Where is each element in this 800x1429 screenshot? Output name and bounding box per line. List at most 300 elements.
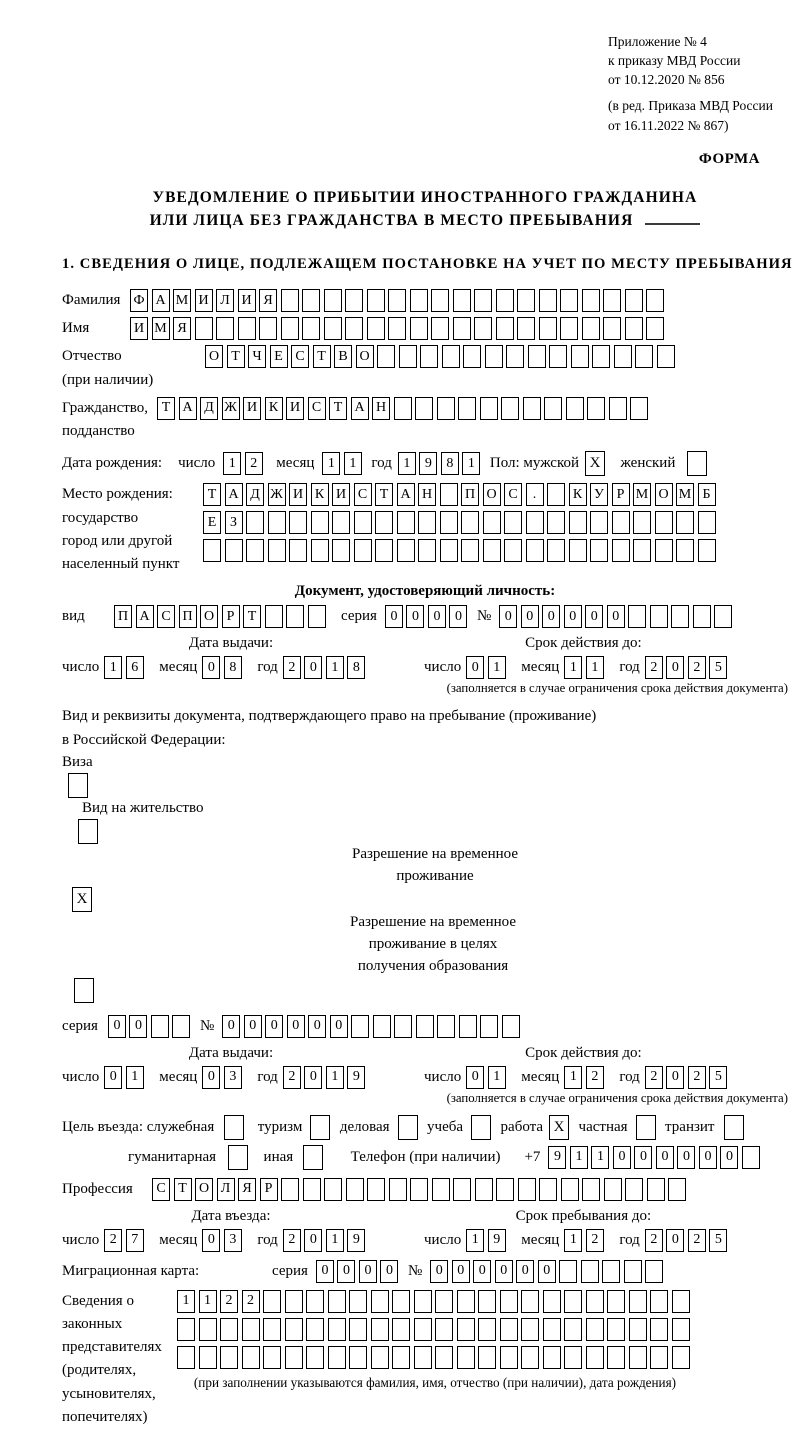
birthplace-char-box[interactable] [289,511,307,534]
representatives-char-box[interactable] [328,1318,346,1341]
given-name-char-box[interactable] [603,317,621,340]
checkbox-chastnaya[interactable] [636,1115,656,1140]
doc-series-box[interactable]: 0 [428,605,446,628]
stay-number-box[interactable] [416,1015,434,1038]
patronymic-char-box[interactable]: О [356,345,374,368]
representatives-char-box[interactable] [457,1346,475,1369]
citizenship-char-box[interactable]: И [286,397,304,420]
birthplace-char-box[interactable] [375,511,393,534]
birthplace-char-box[interactable] [633,539,651,562]
representatives-char-box[interactable] [478,1346,496,1369]
representatives-char-box[interactable] [564,1290,582,1313]
birth-month-box[interactable]: 1 [322,452,340,475]
stay-number-box[interactable]: 0 [222,1015,240,1038]
birthplace-char-box[interactable] [698,539,716,562]
stay-number-box[interactable]: 0 [330,1015,348,1038]
birthplace-char-box[interactable] [526,539,544,562]
phone-digit-box[interactable]: 0 [656,1146,674,1169]
doc-type-char-box[interactable]: О [200,605,218,628]
birthplace-char-box[interactable] [397,511,415,534]
doc-issue-year-box[interactable]: 0 [304,656,322,679]
citizenship-char-box[interactable]: Т [157,397,175,420]
citizenship-char-box[interactable]: А [351,397,369,420]
stay-issue-year-box[interactable]: 2 [283,1066,301,1089]
doc-number-box[interactable] [650,605,668,628]
birthplace-char-box[interactable]: О [655,483,673,506]
entry-year-box[interactable]: 2 [283,1229,301,1252]
birthplace-char-box[interactable] [332,511,350,534]
doc-valid-year-box[interactable]: 5 [709,656,727,679]
checkbox-turizm[interactable] [310,1115,330,1140]
representatives-char-box[interactable] [285,1318,303,1341]
citizenship-char-box[interactable] [544,397,562,420]
profession-char-box[interactable]: О [195,1178,213,1201]
stay-issue-year-box[interactable]: 1 [326,1066,344,1089]
given-name-char-box[interactable] [431,317,449,340]
surname-char-box[interactable]: И [195,289,213,312]
surname-char-box[interactable]: И [238,289,256,312]
birthplace-char-box[interactable] [547,539,565,562]
representatives-char-box[interactable] [586,1290,604,1313]
representatives-char-box[interactable]: 1 [177,1290,195,1313]
doc-issue-day-box[interactable]: 1 [104,656,122,679]
representatives-char-box[interactable] [629,1290,647,1313]
checkbox-rvp-edu[interactable] [74,978,94,1003]
birthplace-char-box[interactable] [483,539,501,562]
phone-digit-box[interactable]: 0 [613,1146,631,1169]
patronymic-char-box[interactable]: В [334,345,352,368]
citizenship-char-box[interactable] [630,397,648,420]
phone-digit-box[interactable]: 0 [634,1146,652,1169]
representatives-char-box[interactable] [607,1318,625,1341]
citizenship-char-box[interactable]: Ж [222,397,240,420]
birthplace-char-box[interactable]: С [504,483,522,506]
surname-char-box[interactable]: Я [259,289,277,312]
representatives-char-box[interactable] [177,1346,195,1369]
citizenship-char-box[interactable] [394,397,412,420]
birthplace-char-box[interactable]: М [633,483,651,506]
doc-number-box[interactable] [671,605,689,628]
given-name-char-box[interactable] [496,317,514,340]
stay-series-box[interactable]: 0 [108,1015,126,1038]
doc-number-box[interactable]: 0 [585,605,603,628]
citizenship-char-box[interactable] [566,397,584,420]
surname-char-box[interactable] [560,289,578,312]
checkbox-ucheba[interactable] [471,1115,491,1140]
profession-char-box[interactable] [518,1178,536,1201]
entry-year-box[interactable]: 0 [304,1229,322,1252]
birthplace-char-box[interactable] [504,539,522,562]
surname-char-box[interactable]: Ф [130,289,148,312]
given-name-char-box[interactable] [646,317,664,340]
entry-year-box[interactable]: 1 [326,1229,344,1252]
citizenship-char-box[interactable] [523,397,541,420]
migcard-number-box[interactable]: 0 [538,1260,556,1283]
stay-issue-year-box[interactable]: 0 [304,1066,322,1089]
doc-number-box[interactable] [628,605,646,628]
representatives-char-box[interactable] [371,1318,389,1341]
representatives-char-box[interactable] [543,1346,561,1369]
given-name-char-box[interactable] [517,317,535,340]
birthplace-char-box[interactable]: О [483,483,501,506]
stay-number-box[interactable]: 0 [244,1015,262,1038]
phone-digit-box[interactable]: 0 [677,1146,695,1169]
profession-char-box[interactable]: Р [260,1178,278,1201]
migcard-series-box[interactable]: 0 [380,1260,398,1283]
birth-year-box[interactable]: 1 [398,452,416,475]
birthplace-char-box[interactable]: С [354,483,372,506]
representatives-char-box[interactable] [672,1290,690,1313]
representatives-char-box[interactable] [629,1318,647,1341]
stay-valid-year-box[interactable]: 0 [666,1066,684,1089]
stay-number-box[interactable] [459,1015,477,1038]
given-name-char-box[interactable] [453,317,471,340]
representatives-char-box[interactable] [177,1318,195,1341]
patronymic-char-box[interactable] [442,345,460,368]
patronymic-char-box[interactable]: С [291,345,309,368]
profession-char-box[interactable] [475,1178,493,1201]
checkbox-rvp[interactable]: X [72,887,92,912]
stay-until-year-box[interactable]: 2 [645,1229,663,1252]
doc-series-box[interactable]: 0 [449,605,467,628]
citizenship-char-box[interactable] [458,397,476,420]
stay-issue-day-box[interactable]: 1 [126,1066,144,1089]
profession-char-box[interactable] [410,1178,428,1201]
birthplace-char-box[interactable]: К [311,483,329,506]
profession-char-box[interactable]: Я [238,1178,256,1201]
patronymic-char-box[interactable]: Е [270,345,288,368]
given-name-char-box[interactable] [302,317,320,340]
surname-char-box[interactable] [625,289,643,312]
doc-type-char-box[interactable] [265,605,283,628]
doc-issue-year-box[interactable]: 8 [347,656,365,679]
surname-char-box[interactable] [324,289,342,312]
checkbox-male[interactable]: X [585,451,605,476]
birthplace-char-box[interactable]: А [225,483,243,506]
citizenship-char-box[interactable] [480,397,498,420]
stay-until-month-box[interactable]: 2 [586,1229,604,1252]
doc-number-box[interactable]: 0 [521,605,539,628]
stay-number-box[interactable]: 0 [308,1015,326,1038]
stay-valid-year-box[interactable]: 2 [688,1066,706,1089]
birthplace-char-box[interactable] [569,511,587,534]
profession-char-box[interactable] [346,1178,364,1201]
representatives-char-box[interactable] [414,1290,432,1313]
representatives-char-box[interactable] [371,1290,389,1313]
citizenship-char-box[interactable]: А [179,397,197,420]
representatives-char-box[interactable] [629,1346,647,1369]
doc-type-char-box[interactable]: А [136,605,154,628]
checkbox-inaya[interactable] [303,1145,323,1170]
stay-issue-month-box[interactable]: 3 [224,1066,242,1089]
profession-char-box[interactable] [668,1178,686,1201]
doc-number-box[interactable]: 0 [499,605,517,628]
surname-char-box[interactable]: А [152,289,170,312]
citizenship-char-box[interactable] [609,397,627,420]
birth-month-box[interactable]: 1 [344,452,362,475]
profession-char-box[interactable] [453,1178,471,1201]
representatives-char-box[interactable] [586,1318,604,1341]
birthplace-char-box[interactable] [526,511,544,534]
given-name-char-box[interactable] [582,317,600,340]
doc-type-char-box[interactable]: П [114,605,132,628]
birth-year-box[interactable]: 1 [462,452,480,475]
birthplace-char-box[interactable] [203,539,221,562]
representatives-char-box[interactable] [263,1290,281,1313]
migcard-series-box[interactable]: 0 [316,1260,334,1283]
surname-char-box[interactable] [539,289,557,312]
profession-char-box[interactable] [561,1178,579,1201]
birthplace-char-box[interactable]: З [225,511,243,534]
representatives-char-box[interactable] [199,1346,217,1369]
stay-number-box[interactable] [373,1015,391,1038]
representatives-char-box[interactable] [543,1318,561,1341]
doc-number-box[interactable]: 0 [564,605,582,628]
given-name-char-box[interactable]: М [152,317,170,340]
birthplace-char-box[interactable]: Н [418,483,436,506]
birthplace-char-box[interactable] [612,511,630,534]
phone-digit-box[interactable]: 0 [720,1146,738,1169]
representatives-char-box[interactable] [650,1290,668,1313]
representatives-char-box[interactable] [672,1346,690,1369]
birthplace-char-box[interactable]: Б [698,483,716,506]
profession-char-box[interactable]: Т [174,1178,192,1201]
surname-char-box[interactable] [367,289,385,312]
migcard-number-box[interactable] [645,1260,663,1283]
checkbox-gumanitarnaya[interactable] [228,1145,248,1170]
citizenship-char-box[interactable] [415,397,433,420]
birthplace-char-box[interactable] [483,511,501,534]
birthplace-char-box[interactable] [633,511,651,534]
phone-digit-box[interactable]: 1 [591,1146,609,1169]
representatives-char-box[interactable] [564,1346,582,1369]
doc-valid-year-box[interactable]: 2 [688,656,706,679]
given-name-char-box[interactable] [345,317,363,340]
representatives-char-box[interactable] [285,1346,303,1369]
patronymic-char-box[interactable] [399,345,417,368]
stay-number-box[interactable]: 0 [265,1015,283,1038]
phone-digit-box[interactable]: 0 [699,1146,717,1169]
birthplace-char-box[interactable] [354,511,372,534]
patronymic-char-box[interactable] [506,345,524,368]
given-name-char-box[interactable] [560,317,578,340]
doc-type-char-box[interactable]: Р [222,605,240,628]
representatives-char-box[interactable] [199,1318,217,1341]
profession-char-box[interactable] [432,1178,450,1201]
doc-number-box[interactable]: 0 [607,605,625,628]
doc-series-box[interactable]: 0 [406,605,424,628]
birthplace-char-box[interactable] [676,511,694,534]
representatives-char-box[interactable] [349,1346,367,1369]
representatives-char-box[interactable] [349,1318,367,1341]
surname-char-box[interactable] [388,289,406,312]
birthplace-char-box[interactable] [461,539,479,562]
citizenship-char-box[interactable]: Т [329,397,347,420]
stay-series-box[interactable] [172,1015,190,1038]
representatives-char-box[interactable] [435,1318,453,1341]
patronymic-char-box[interactable]: О [205,345,223,368]
representatives-char-box[interactable] [328,1346,346,1369]
birthplace-char-box[interactable] [397,539,415,562]
migcard-number-box[interactable]: 0 [495,1260,513,1283]
migcard-number-box[interactable] [581,1260,599,1283]
entry-month-box[interactable]: 3 [224,1229,242,1252]
representatives-char-box[interactable] [306,1346,324,1369]
patronymic-char-box[interactable] [463,345,481,368]
representatives-char-box[interactable] [220,1318,238,1341]
birthplace-char-box[interactable] [268,511,286,534]
given-name-char-box[interactable] [238,317,256,340]
birthplace-char-box[interactable] [418,511,436,534]
migcard-number-box[interactable] [559,1260,577,1283]
patronymic-char-box[interactable] [592,345,610,368]
representatives-char-box[interactable] [285,1290,303,1313]
doc-valid-month-box[interactable]: 1 [564,656,582,679]
patronymic-char-box[interactable] [614,345,632,368]
representatives-char-box[interactable] [521,1346,539,1369]
profession-char-box[interactable] [625,1178,643,1201]
birthplace-char-box[interactable] [547,511,565,534]
migcard-number-box[interactable]: 0 [430,1260,448,1283]
birthplace-char-box[interactable]: Е [203,511,221,534]
birthplace-char-box[interactable]: . [526,483,544,506]
checkbox-visa[interactable] [68,773,88,798]
birthplace-char-box[interactable] [418,539,436,562]
patronymic-char-box[interactable]: Т [313,345,331,368]
representatives-char-box[interactable] [500,1318,518,1341]
birthplace-char-box[interactable] [375,539,393,562]
citizenship-char-box[interactable] [587,397,605,420]
representatives-char-box[interactable] [435,1346,453,1369]
checkbox-delovaya[interactable] [398,1115,418,1140]
birthplace-char-box[interactable]: Р [612,483,630,506]
doc-valid-day-box[interactable]: 1 [488,656,506,679]
migcard-number-box[interactable]: 0 [452,1260,470,1283]
representatives-char-box[interactable] [457,1318,475,1341]
given-name-char-box[interactable] [195,317,213,340]
representatives-char-box[interactable] [478,1290,496,1313]
surname-char-box[interactable] [582,289,600,312]
birthplace-char-box[interactable] [676,539,694,562]
representatives-char-box[interactable] [564,1318,582,1341]
stay-number-box[interactable] [394,1015,412,1038]
representatives-char-box[interactable] [328,1290,346,1313]
checkbox-rabota[interactable]: X [549,1115,569,1140]
phone-digit-box[interactable]: 9 [548,1146,566,1169]
birthplace-char-box[interactable] [655,511,673,534]
birthplace-char-box[interactable]: К [569,483,587,506]
given-name-char-box[interactable] [388,317,406,340]
stay-issue-day-box[interactable]: 0 [104,1066,122,1089]
stay-number-box[interactable] [502,1015,520,1038]
birthplace-char-box[interactable] [698,511,716,534]
representatives-char-box[interactable] [306,1290,324,1313]
doc-type-char-box[interactable] [308,605,326,628]
representatives-char-box[interactable] [607,1290,625,1313]
patronymic-char-box[interactable]: Т [227,345,245,368]
birthplace-char-box[interactable]: А [397,483,415,506]
checkbox-sluzhebnaya[interactable] [224,1115,244,1140]
surname-char-box[interactable] [474,289,492,312]
birthplace-char-box[interactable] [440,539,458,562]
patronymic-char-box[interactable]: Ч [248,345,266,368]
birthplace-char-box[interactable] [590,539,608,562]
stay-number-box[interactable] [351,1015,369,1038]
birthplace-char-box[interactable] [246,539,264,562]
stay-number-box[interactable] [480,1015,498,1038]
profession-char-box[interactable] [604,1178,622,1201]
surname-char-box[interactable]: М [173,289,191,312]
representatives-char-box[interactable] [414,1346,432,1369]
stay-until-year-box[interactable]: 5 [709,1229,727,1252]
doc-number-box[interactable] [714,605,732,628]
representatives-char-box[interactable] [521,1318,539,1341]
profession-char-box[interactable] [647,1178,665,1201]
profession-char-box[interactable]: Л [217,1178,235,1201]
birthplace-char-box[interactable]: И [289,483,307,506]
doc-valid-year-box[interactable]: 0 [666,656,684,679]
patronymic-char-box[interactable] [420,345,438,368]
representatives-char-box[interactable] [392,1290,410,1313]
profession-char-box[interactable] [539,1178,557,1201]
representatives-char-box[interactable] [521,1290,539,1313]
representatives-char-box[interactable] [543,1290,561,1313]
doc-issue-year-box[interactable]: 1 [326,656,344,679]
stay-valid-day-box[interactable]: 0 [466,1066,484,1089]
doc-valid-day-box[interactable]: 0 [466,656,484,679]
citizenship-char-box[interactable]: Н [372,397,390,420]
stay-valid-month-box[interactable]: 1 [564,1066,582,1089]
patronymic-char-box[interactable] [485,345,503,368]
stay-number-box[interactable] [437,1015,455,1038]
migcard-number-box[interactable] [602,1260,620,1283]
stay-number-box[interactable]: 0 [287,1015,305,1038]
birth-year-box[interactable]: 8 [441,452,459,475]
birthplace-char-box[interactable] [655,539,673,562]
surname-char-box[interactable]: Л [216,289,234,312]
birthplace-char-box[interactable]: П [461,483,479,506]
birthplace-char-box[interactable] [289,539,307,562]
given-name-char-box[interactable] [259,317,277,340]
stay-valid-year-box[interactable]: 2 [645,1066,663,1089]
birthplace-char-box[interactable] [332,539,350,562]
migcard-number-box[interactable]: 0 [516,1260,534,1283]
stay-until-month-box[interactable]: 1 [564,1229,582,1252]
stay-valid-day-box[interactable]: 1 [488,1066,506,1089]
stay-until-day-box[interactable]: 1 [466,1229,484,1252]
representatives-char-box[interactable]: 2 [220,1290,238,1313]
patronymic-char-box[interactable] [571,345,589,368]
phone-digit-box[interactable]: 1 [570,1146,588,1169]
profession-char-box[interactable] [496,1178,514,1201]
migcard-series-box[interactable]: 0 [337,1260,355,1283]
representatives-char-box[interactable] [306,1318,324,1341]
doc-type-char-box[interactable]: Т [243,605,261,628]
given-name-char-box[interactable] [539,317,557,340]
representatives-char-box[interactable]: 1 [199,1290,217,1313]
birthplace-char-box[interactable]: Ж [268,483,286,506]
stay-issue-month-box[interactable]: 0 [202,1066,220,1089]
representatives-char-box[interactable] [263,1318,281,1341]
stay-series-box[interactable]: 0 [129,1015,147,1038]
migcard-number-box[interactable]: 0 [473,1260,491,1283]
phone-digit-box[interactable] [742,1146,760,1169]
surname-char-box[interactable] [517,289,535,312]
representatives-char-box[interactable] [500,1346,518,1369]
doc-issue-day-box[interactable]: 6 [126,656,144,679]
representatives-char-box[interactable] [457,1290,475,1313]
given-name-char-box[interactable] [625,317,643,340]
